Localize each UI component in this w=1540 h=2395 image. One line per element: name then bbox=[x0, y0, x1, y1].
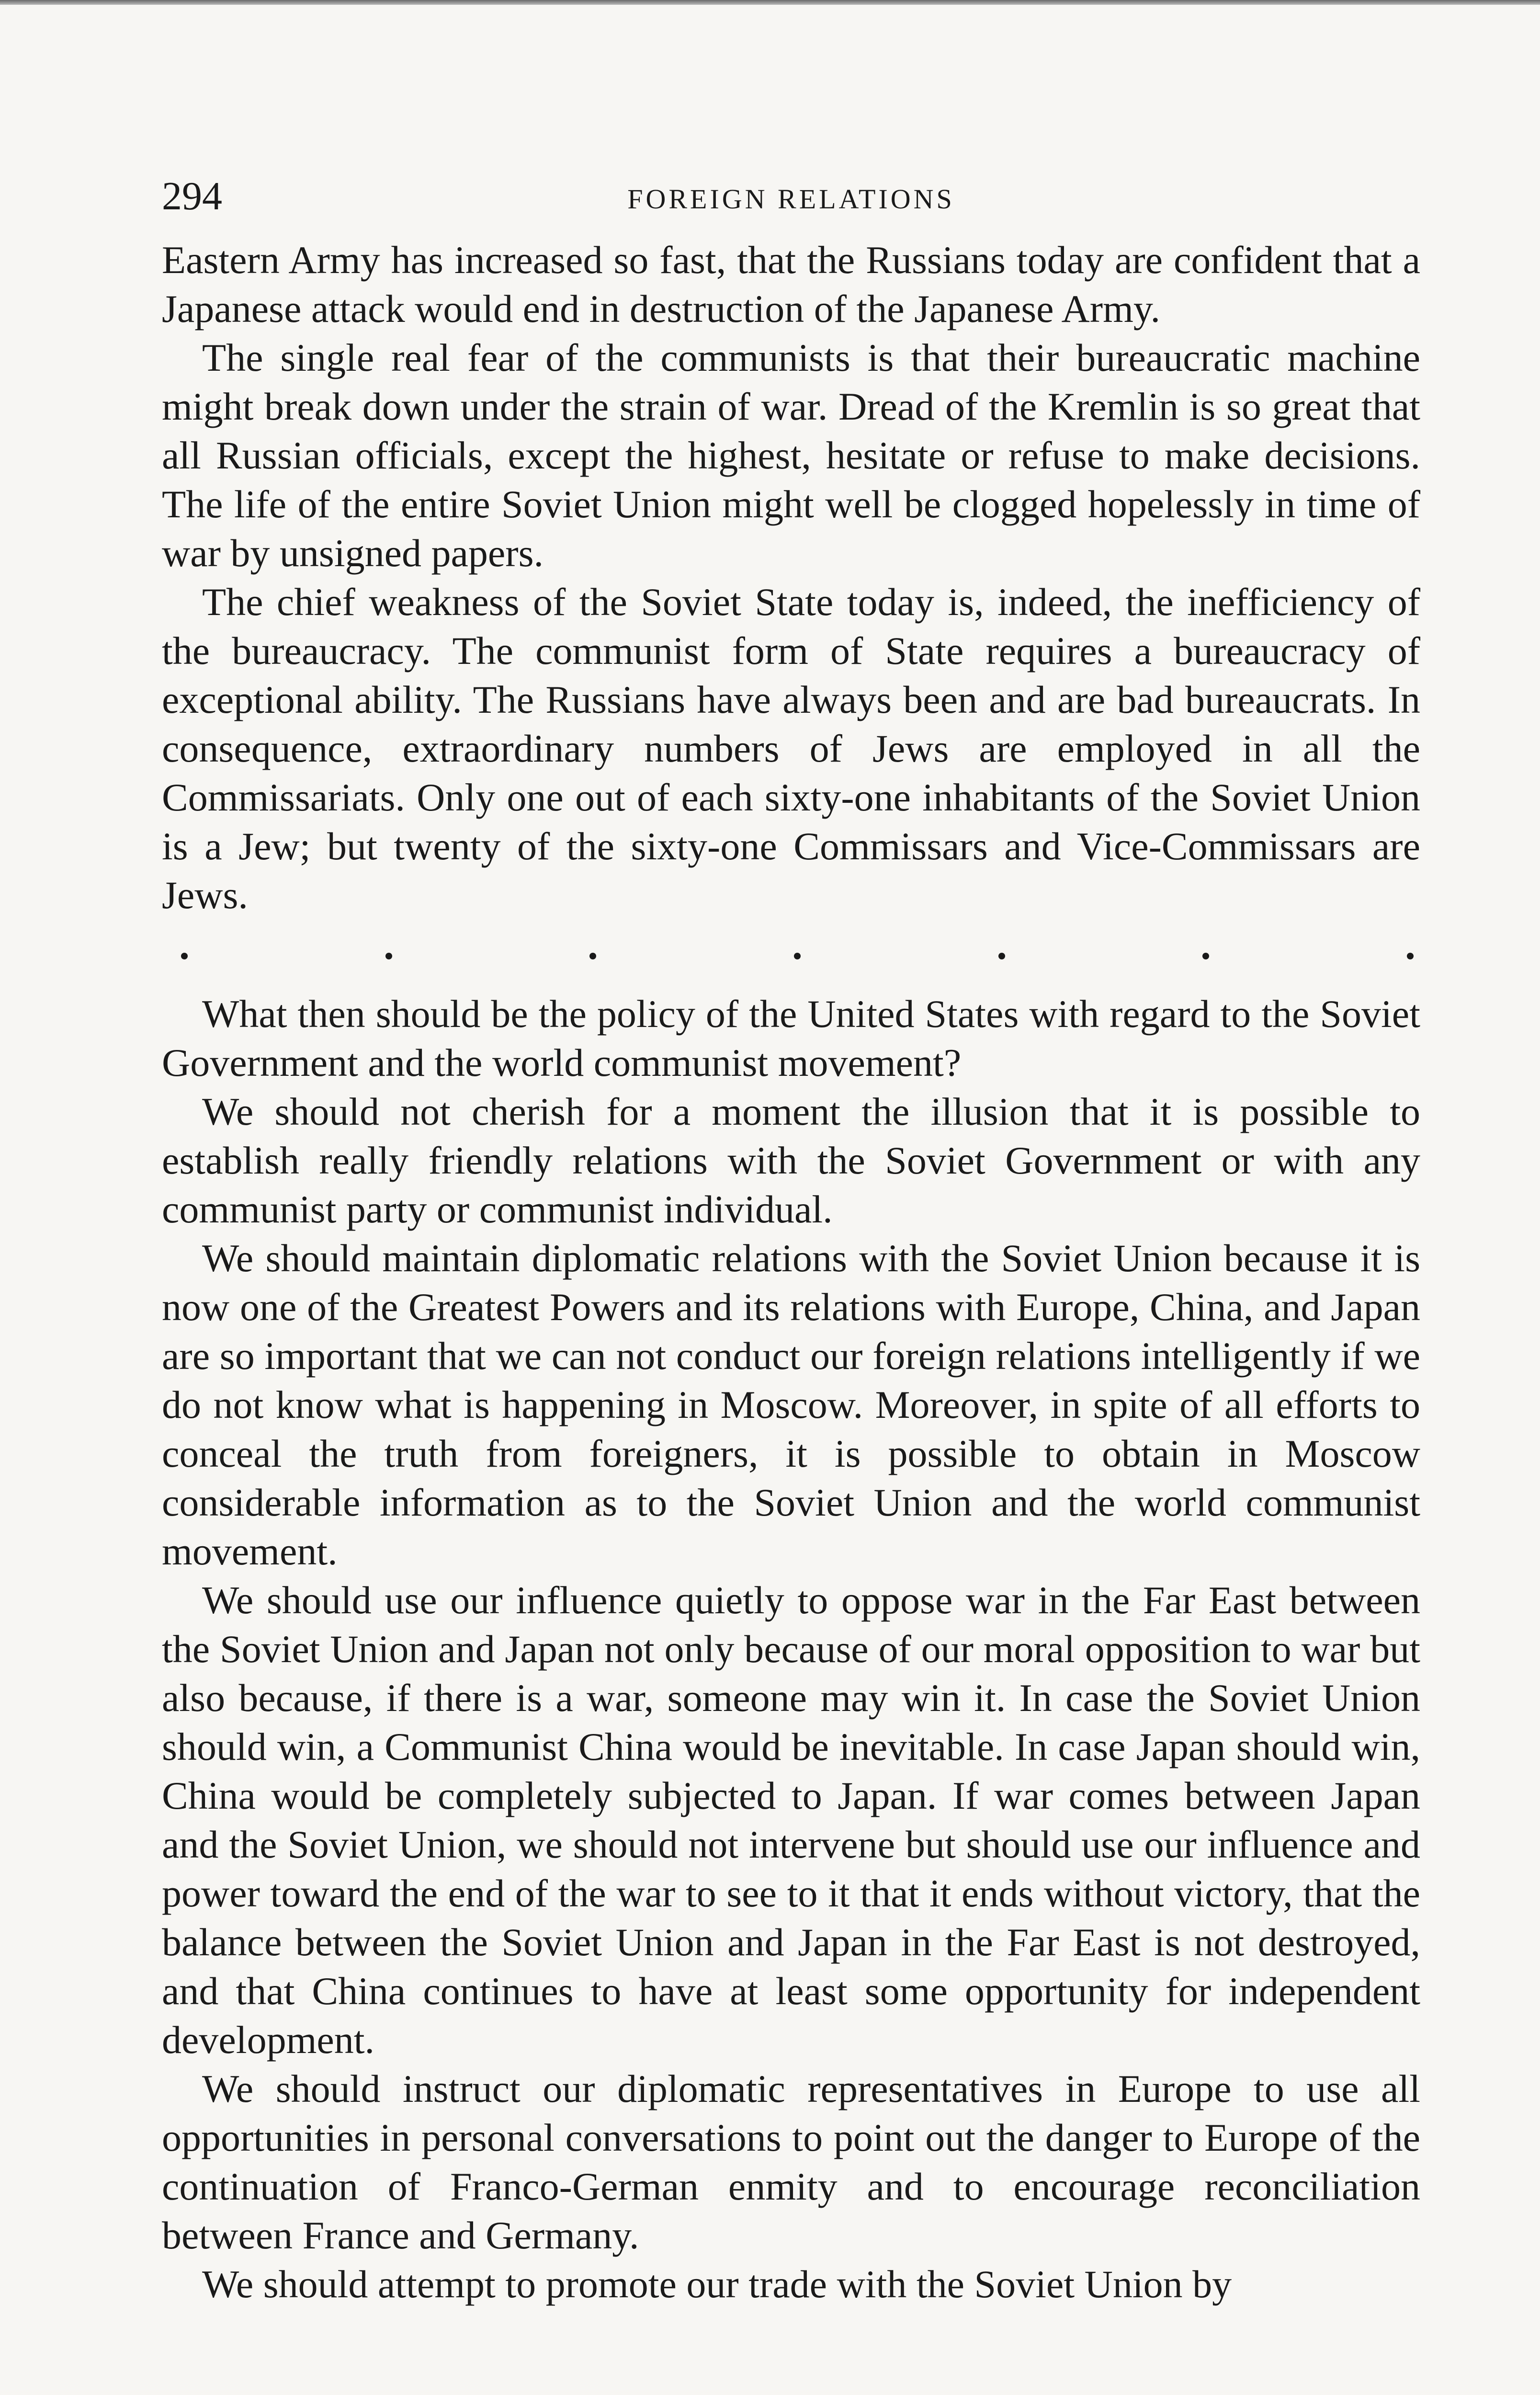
paragraph-continues: We should attempt to promote our trade with the Soviet Union by bbox=[202, 2262, 1232, 2306]
paragraph: We should use our influence quietly to oppose war in the Far East between the Soviet Union and Japan not only because of our moral opposition to war but also because, if there is a war, someone may win it. In case the Soviet Union should win, a Communist China would be inevitable. In case Japan should win, China would be completely subjected to Japan. If war comes between Japan and the Soviet Union, we should not intervene but should use our influence and power toward the end of the war to see to it that it ends without victory, that the balance between the Soviet Union and Japan in the Far East is not destroyed, and that China continues to have at least some opportunity for independent development. bbox=[162, 1578, 1420, 2062]
ellipsis-dot bbox=[1407, 953, 1414, 959]
document-page bbox=[162, 168, 1420, 2309]
ellipsis-dot bbox=[794, 953, 801, 959]
ellipsis-dot bbox=[181, 953, 188, 959]
paragraph: What then should be the policy of the United States with regard to the Soviet Government and the world communist movement? bbox=[162, 992, 1420, 1084]
running-head: FOREIGN RELATIONS bbox=[627, 183, 955, 215]
ellipsis-dot bbox=[1202, 953, 1209, 959]
top-edge-rule bbox=[0, 0, 1540, 5]
paragraph-continued: Eastern Army has increased so fast, that the Russians today are confident that a Japanese attack would end in destruction of the Japanese Army. bbox=[162, 238, 1420, 331]
page-header bbox=[162, 168, 1420, 225]
paragraph: The single real fear of the communists is that their bureaucratic machine might break down under the strain of war. Dread of the Kremlin is so great that all Russian officials, except the highest, hesitate or refuse to make decisions. The life of the entire Soviet Union might well be clogged hopelessly in time of war by unsigned papers. bbox=[162, 336, 1420, 575]
paragraph: We should maintain diplomatic relations with the Soviet Union because it is now one of the Greatest Powers and its relations with Europe, China, and Japan are so important that we can not conduct our foreign relations intelligently if we do not know what is happening in Moscow. Moreover, in spite of all efforts to conceal the truth from foreigners, it is possible to obtain in Moscow considerable information as to the Soviet Union and the world communist movement. bbox=[162, 1236, 1420, 1573]
paragraph: We should not cherish for a moment the illusion that it is possible to establish really friendly relations with the Soviet Government or with any communist party or communist individual. bbox=[162, 1090, 1420, 1231]
ellipsis-dot bbox=[385, 953, 392, 959]
body-text bbox=[162, 236, 1420, 2309]
paragraph: The chief weakness of the Soviet State today is, indeed, the inefficiency of the bureaucracy. The communist form of State requires a bureaucracy of exceptional ability. The Russians have always been and are bad bureaucrats. In consequence, extraordinary numbers of Jews are employed in all the Commissariats. Only one out of each sixty-one inhabitants of the Soviet Union is a Jew; but twenty of the sixty-one Commissars and Vice-Commissars are Jews. bbox=[162, 580, 1420, 917]
section-break-dots bbox=[162, 923, 1420, 990]
ellipsis-dot bbox=[998, 953, 1005, 959]
page-number: 294 bbox=[162, 174, 222, 218]
ellipsis-dot bbox=[589, 953, 596, 959]
paragraph: We should instruct our diplomatic representatives in Europe to use all opportunities in personal conversations to point out the danger to Europe of the continuation of Franco-German enmity and to encourage reconciliation between France and Germany. bbox=[162, 2067, 1420, 2257]
